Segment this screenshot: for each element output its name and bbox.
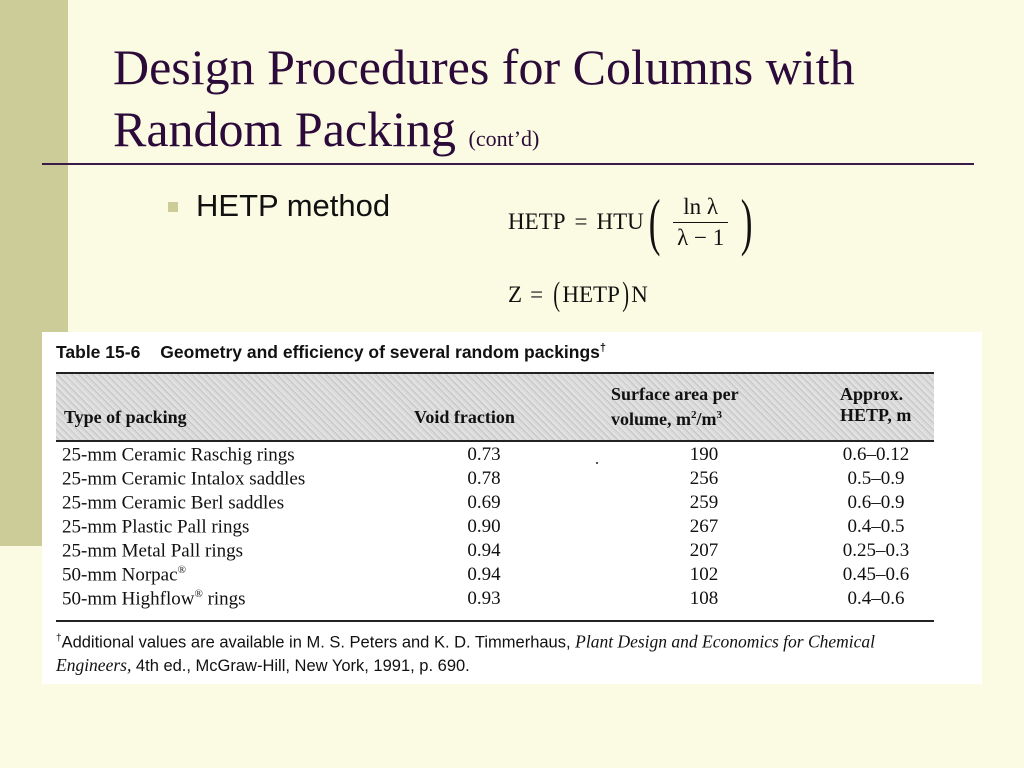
table-caption — [56, 342, 606, 363]
cell-void: 0.93 — [467, 588, 501, 609]
title-line-2: Random Packing — [113, 101, 457, 157]
header-surface-line1: Surface area per — [611, 384, 739, 404]
cell-hetp: 0.6–0.9 — [847, 492, 905, 513]
cell-hetp: 0.45–0.6 — [842, 564, 910, 585]
header-hetp-line1: Approx. — [840, 384, 904, 404]
cell-hetp: 0.25–0.3 — [842, 540, 910, 561]
cell-type: 25-mm Ceramic Raschig rings — [62, 444, 295, 466]
table-number: Table 15-6 — [56, 342, 141, 362]
eq1-denominator: λ − 1 — [677, 224, 725, 250]
eq1-left-paren: ( — [648, 186, 661, 257]
table-row — [56, 492, 934, 516]
table-row — [56, 516, 934, 540]
header-hetp — [840, 384, 911, 426]
eq1-lhs: HETP — [508, 209, 566, 234]
bullet-square-icon — [168, 202, 178, 212]
cell-hetp: 0.5–0.9 — [847, 468, 905, 489]
scan-speck — [596, 462, 598, 464]
cell-void: 0.73 — [467, 444, 501, 465]
table-bottom-rule — [56, 620, 934, 622]
hetp-equation — [508, 184, 758, 260]
table-row — [56, 540, 934, 564]
eq2-hetp: HETP — [562, 282, 620, 307]
table-row — [56, 588, 934, 612]
title-line-1: Design Procedures for Columns with — [113, 39, 855, 95]
cell-type: 25-mm Plastic Pall rings — [62, 516, 250, 538]
header-type: Type of packing — [64, 407, 187, 427]
table-row — [56, 444, 934, 468]
eq2-right-paren: ) — [622, 276, 629, 313]
cell-void: 0.78 — [467, 468, 501, 489]
header-void: Void fraction — [414, 407, 515, 427]
z-equation — [508, 276, 648, 314]
cell-hetp: 0.6–0.12 — [842, 444, 910, 465]
eq2-z: Z — [508, 282, 523, 307]
cell-void: 0.94 — [467, 540, 501, 561]
cell-surface: 256 — [689, 468, 719, 489]
eq1-fraction — [667, 194, 734, 251]
table-footnote — [56, 628, 940, 677]
eq1-numerator: ln λ — [673, 194, 728, 223]
title-divider — [42, 163, 974, 165]
eq1-htu: HTU — [596, 209, 644, 234]
cell-type: 50-mm Highflow® rings — [62, 588, 246, 610]
eq2-n: N — [631, 282, 648, 307]
cell-void: 0.94 — [467, 564, 501, 585]
header-surface-sup: 2 — [691, 409, 697, 421]
footnote-text-1: Additional values are available in M. S. Peters and K. D. Timmerhaus, — [61, 633, 576, 652]
eq2-left-paren: ( — [553, 276, 561, 313]
cell-surface: 102 — [689, 564, 719, 585]
slide-title — [113, 36, 993, 170]
cell-type: 50-mm Norpac® — [62, 564, 186, 586]
packing-table-figure — [42, 332, 982, 684]
footnote-text-2: 4th ed., McGraw-Hill, New York, 1991, p. 690. — [131, 656, 470, 675]
eq2-equals: = — [530, 282, 544, 307]
bullet-item — [168, 188, 390, 224]
header-surface-line2: volume, m — [611, 409, 691, 429]
title-subtitle: (cont’d) — [468, 126, 540, 151]
cell-hetp: 0.4–0.5 — [847, 516, 905, 537]
table-row — [56, 564, 934, 588]
cell-type: 25-mm Ceramic Intalox saddles — [62, 468, 306, 490]
cell-void: 0.69 — [467, 492, 501, 513]
cell-type: 25-mm Metal Pall rings — [62, 540, 244, 562]
eq1-right-paren: ) — [740, 186, 753, 257]
header-surface — [611, 384, 739, 430]
cell-surface: 259 — [689, 492, 719, 513]
eq1-equals: = — [574, 209, 588, 234]
cell-type: 25-mm Ceramic Berl saddles — [62, 492, 285, 514]
cell-surface: 207 — [689, 540, 719, 561]
footnote-mark: † — [56, 633, 62, 644]
cell-hetp: 0.4–0.6 — [847, 588, 905, 609]
cell-surface: 190 — [689, 444, 719, 465]
bullet-text: HETP method — [196, 188, 391, 223]
table-row — [56, 468, 934, 492]
header-hetp-line2: HETP, m — [840, 405, 912, 425]
header-surface-mid: /m — [696, 409, 717, 429]
header-surface-sup2: 3 — [716, 409, 722, 421]
cell-surface: 108 — [689, 588, 719, 609]
table-header — [56, 372, 934, 442]
table-caption-text: Geometry and efficiency of several random packings — [160, 342, 600, 362]
cell-void: 0.90 — [467, 516, 501, 537]
footnote-book-title: Plant Design and Economics for Chemical Engineers, — [56, 631, 876, 675]
table-caption-mark: † — [599, 342, 607, 355]
cell-surface: 267 — [689, 516, 719, 537]
